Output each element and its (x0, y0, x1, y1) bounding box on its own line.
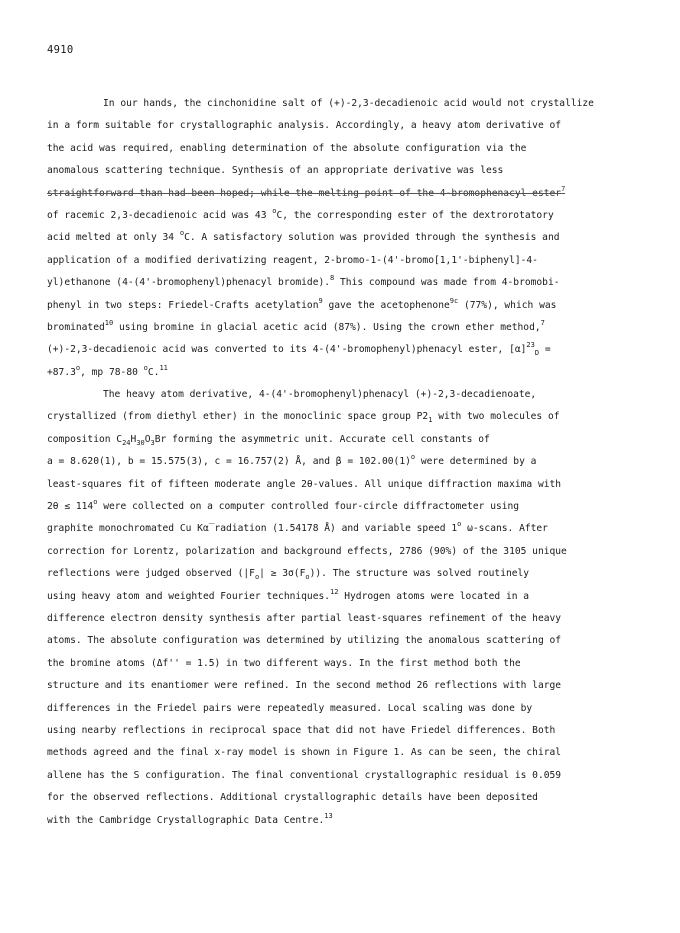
text-line (47, 250, 642, 272)
body-text (47, 93, 642, 832)
superscript: 9c (449, 296, 459, 305)
text-line (47, 115, 642, 137)
text-segment: graphite monochromated Cu Kα̅ radiation (1.54178 Å) and variable speed 1 (47, 523, 458, 535)
text-line (47, 138, 642, 160)
superscript: 13 (324, 811, 333, 820)
text-segment: difference electron density synthesis after partial least-squares refinement of the heavy (47, 612, 562, 624)
text-line (47, 205, 642, 227)
text-segment: anomalous scattering technique. Synthesis of an appropriate derivative was less (47, 165, 504, 177)
text-line (47, 183, 642, 205)
text-segment: were determined by a (415, 456, 537, 468)
text-line (47, 384, 642, 406)
superscript: o (272, 206, 277, 215)
text-segment: +87.3 (47, 366, 76, 378)
text-segment: (77%), which was (458, 299, 557, 311)
text-segment: the acid was required, enabling determination of the absolute configuration via the (47, 142, 527, 154)
text-line (47, 406, 642, 428)
text-line (47, 541, 642, 563)
text-segment: )). The structure was solved routinely (309, 568, 530, 580)
subscript: 30 (136, 438, 145, 447)
subscript: 24 (122, 438, 131, 447)
text-line (47, 765, 642, 787)
text-line (47, 608, 642, 630)
text-line (47, 160, 642, 182)
text-segment: reflections were judged observed (|F (47, 568, 255, 580)
text-segment: In our hands, the cinchonidine salt of (+)-2,3-decadienoic acid would not crystallize (103, 98, 594, 109)
text-line (47, 339, 642, 361)
page-number: 4910 (47, 44, 74, 56)
text-line (47, 295, 642, 317)
text-segment: brominated (47, 321, 105, 333)
text-segment: crystallized (from diethyl ether) in the monoclinic space group P2 (47, 411, 429, 423)
superscript: o (457, 520, 462, 529)
text-segment: application of a modified derivatizing reagent, 2-bromo-1-(4'-bromo[1,1'-biphenyl]-4- (47, 254, 538, 266)
text-segment: with two molecules of (432, 411, 560, 423)
text-segment: least-squares fit of fifteen moderate angle 2θ-values. All unique diffraction maxima with (47, 478, 562, 490)
text-line (47, 474, 642, 496)
text-line (47, 429, 642, 451)
text-segment: C. A satisfactory solution was provided through the synthesis and (184, 232, 560, 244)
text-segment: C, the corresponding ester of the dextrorotatory (276, 209, 554, 221)
text-segment: 2θ ≤ 114 (47, 501, 94, 513)
text-segment: with the Cambridge Crystallographic Data Centre. (47, 814, 325, 826)
text-line (47, 227, 642, 249)
subscript: 3 (150, 438, 155, 447)
text-segment: of racemic 2,3-decadienoic acid was 43 (47, 209, 273, 221)
superscript: o (410, 453, 416, 462)
text-line (47, 630, 642, 652)
text-segment: = (539, 344, 551, 356)
text-segment: the bromine atoms (Δf'' = 1.5) in two different ways. In the first method both the (47, 657, 521, 669)
text-segment: gave the acetophenone (322, 299, 450, 311)
superscript: 8 (330, 274, 335, 283)
text-segment: H (130, 433, 137, 445)
text-segment: | ≥ 3σ(F (259, 568, 306, 580)
text-segment: The heavy atom derivative, 4-(4'-bromophenyl)phenacyl (+)-2,3-decadienoate, (103, 389, 537, 401)
text-line (47, 720, 642, 742)
subscript: o (305, 573, 310, 582)
superscript: o (93, 498, 98, 507)
text-segment: This compound was made from 4-bromobi- (334, 277, 560, 289)
text-line (47, 93, 642, 115)
superscript: o (75, 363, 81, 372)
text-segment: using heavy atom and weighted Fourier techniques. (47, 590, 331, 602)
text-segment: ω-scans. After (461, 523, 548, 535)
text-segment: a = 8.620(1), b = 15.575(3), c = 16.757(2) Å, and β = 102.00(1) (47, 456, 411, 468)
text-line (47, 518, 642, 540)
text-segment: Hydrogen atoms were located in a (338, 590, 530, 602)
text-line (47, 742, 642, 764)
text-segment: were collected on a computer controlled four-circle diffractometer using (97, 501, 520, 513)
text-line (47, 675, 642, 697)
text-segment: (+)-2,3-decadienoic acid was converted to its 4-(4'-bromophenyl)phenacyl ester, [α] (47, 344, 527, 356)
text-segment: atoms. The absolute configuration was determined by utilizing the anomalous scattering of (47, 635, 562, 647)
text-segment: structure and its enantiomer were refined. In the second method 26 reflections with large (47, 680, 562, 692)
text-line (47, 810, 642, 832)
superscript: o (143, 363, 148, 372)
text-line (47, 362, 642, 384)
superscript: 12 (330, 587, 339, 596)
text-segment: yl)ethanone (4-(4'-bromophenyl)phenacyl bromide). (47, 277, 331, 289)
text-segment: in a form suitable for crystallographic analysis. Accordingly, a heavy atom derivative of (47, 120, 562, 132)
text-segment: using nearby reflections in reciprocal space that did not have Friedel differences. Both (47, 724, 556, 736)
subscript: 1 (428, 416, 433, 425)
text-segment: Br forming the asymmetric unit. Accurate cell constants of (154, 433, 490, 445)
superscript: o (179, 229, 185, 238)
superscript: 11 (159, 363, 168, 372)
text-line (47, 563, 642, 585)
text-segment: using bromine in glacial acetic acid (87%). Using the crown ether method, (113, 321, 541, 333)
subscript: D (534, 349, 540, 358)
text-line (47, 586, 642, 608)
text-segment: methods agreed and the final x-ray model is shown in Figure 1. As can be seen, the chiral (47, 747, 562, 759)
text-segment: O (144, 433, 151, 445)
superscript: 7 (540, 318, 545, 327)
text-line (47, 272, 642, 294)
text-segment: correction for Lorentz, polarization and background effects, 2786 (90%) of the 3105 unique (47, 545, 567, 557)
text-segment: straightforward than had been hoped; while the melting point of the 4-bromophenacyl ester (47, 187, 562, 199)
text-line (47, 653, 642, 675)
text-segment: acid melted at only 34 (47, 232, 180, 244)
text-line (47, 496, 642, 518)
text-line (47, 698, 642, 720)
superscript: 23 (526, 341, 535, 350)
text-segment: , mp 78-80 (80, 366, 144, 378)
text-segment: phenyl in two steps: Friedel-Crafts acetylation (47, 299, 319, 311)
superscript: 9 (318, 296, 323, 305)
text-segment: allene has the S configuration. The final conventional crystallographic residual is 0.059 (47, 769, 562, 781)
text-segment: for the observed reflections. Additional crystallographic details have been deposited (47, 792, 538, 804)
text-line (47, 451, 642, 473)
text-segment: C. (147, 366, 160, 378)
superscript: 7 (561, 184, 566, 193)
text-line (47, 787, 642, 809)
text-segment: differences in the Friedel pairs were repeatedly measured. Local scaling was done by (47, 702, 533, 714)
subscript: o (254, 573, 260, 582)
text-line (47, 317, 642, 339)
superscript: 10 (104, 318, 114, 327)
text-segment: composition C (47, 433, 123, 445)
